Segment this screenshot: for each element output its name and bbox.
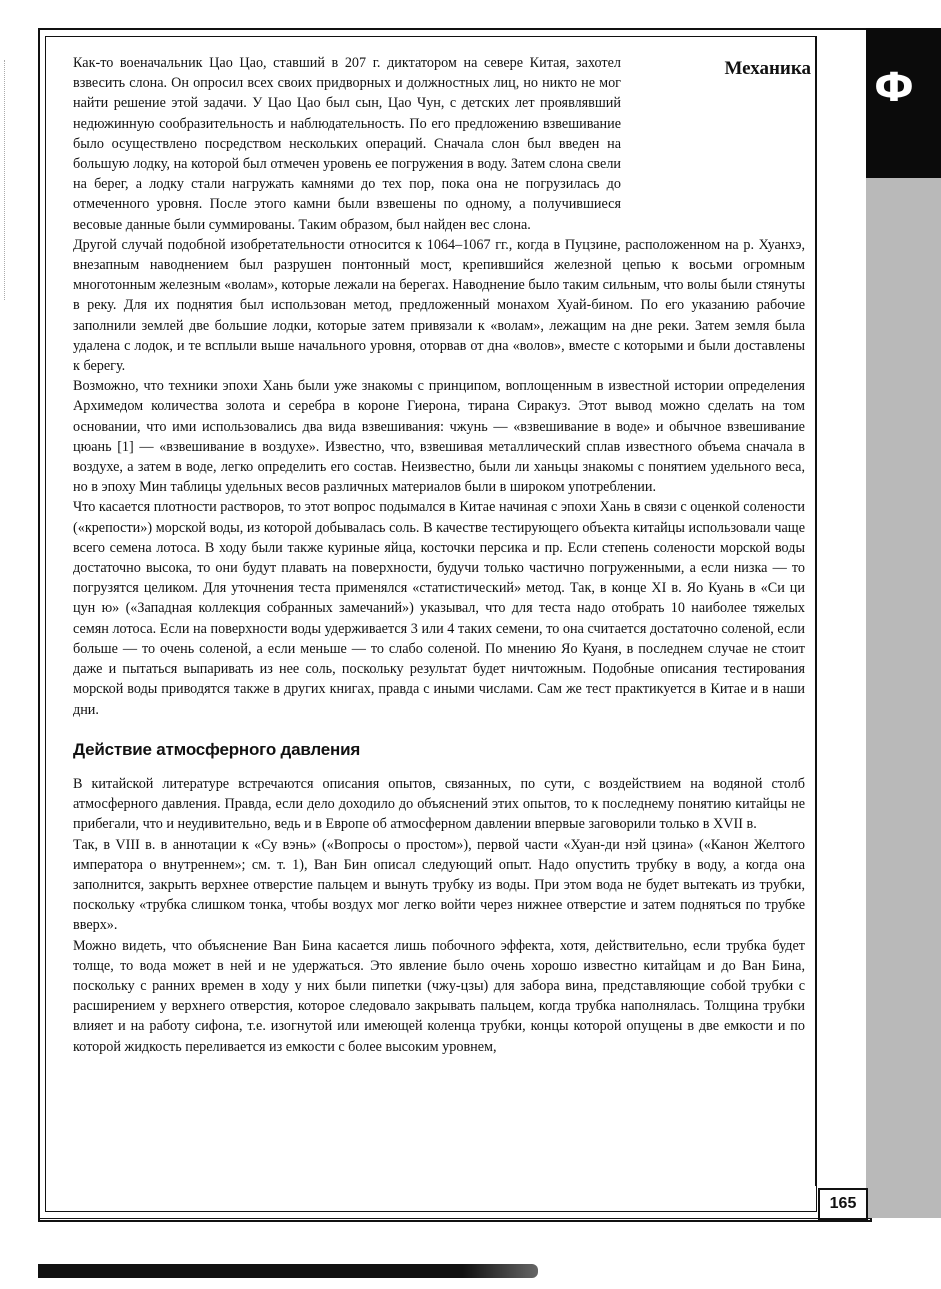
margin-rule (815, 36, 816, 1186)
running-header: Механика (724, 58, 811, 79)
bottom-rule (38, 1218, 870, 1219)
paragraph: Так, в VIII в. в аннотации к «Су вэнь» («Вопросы о простом»), первой части «Хуан-ди нэй цзина» («Канон Желтого императора о внутреннем»; см. т. 1), Ван Бин описал следующий опыт. Надо опустить трубку в воду, а когда она заполнится, закрыть верхнее отверстие пальцем и вынуть трубку из воды. При этом вода не будет вытекать из трубки, поскольку «трубка слишком тонка, чтобы воздух мог легко войти через нижнее отверстие и затем подняться по трубке вверх». (73, 836, 805, 934)
paragraph: Что касается плотности растворов, то этот вопрос подымался в Китае начиная с эпохи Хань в связи с оценкой солености («крепости») морской воды, из которой добывалась соль. В качестве тестирующего объекта китайцы использовали чаще всего семена лотоса. В ходу были также куриные яйца, косточки персика и пр. Если степень солености морской воды достаточно высока, то они будут плавать на поверхности, будучи только частично погруженными, а если низка — то погрузятся целиком. Для уточнения теста применялся «статистический» метод. Так, в конце XI в. Яо Куань в «Си ци цун ю» («Западная коллекция собранных замечаний») указывал, что для теста надо отобрать 10 наиболее тяжелых семян лотоса. Если на поверхности воды удерживается 3 или 4 таких семени, то она считается достаточно соленой, если больше — то очень соленой, а если меньше — то слабо соленой. По мнению Яо Куаня, в последнем случае не стоит даже и пытаться выпаривать из нее соль, поскольку результат будет ничтожным. Подобные описания тестирования морской воды приводятся также в других книгах, правда с иными числами. Сам же тест практикуется в Китае и в наши дни. (73, 499, 805, 718)
paragraph: Возможно, что техники эпохи Хань были уже знакомы с принципом, воплощенным в известной истории определения Архимедом количества золота и серебра в короне Гиерона, тирана Сиракуз. Этот вывод можно сделать на том основании, что ими использовались два вида взвешивания: чжунь — «взвешивание в воде» и обычное взвешивание цюань [1] — «взвешивание в воздухе». Известно, что, взвешивая металлический сплав известного объема сначала в воздухе, а затем в воде, легко определить его состав. Неизвестно, были ли ханьцы знакомы с понятием удельного веса, но в эпоху Мин таблицы удельных весов различных материалов были в широком употреблении. (73, 378, 805, 496)
section-title: Действие атмосферного давления (73, 739, 361, 759)
paragraph: Другой случай подобной изобретательности относится к 1064–1067 гг., когда в Пуцзине, расположенном на р. Хуанхэ, внезапным наводнением был разрушен понтонный мост, крепившийся железной цепью к восьми огромным многотонным железным «волам», которые лежали на берегах. Наводнение было таким сильным, что волы были стянуты в реку. Для их поднятия был использован метод, предложенный монахом Хуай-бином. По его указанию рабочие заполнили землей две большие лодки, которые затем привязали к «волам», лежащим на дне реки. Затем земля была удалена с лодок, и те всплыли выше начального уровня, оторвав от дна «волов», вместе с которыми и были доставлены к берегу. (73, 236, 805, 375)
side-bar (866, 178, 941, 1218)
chapter-tab-icon: Ф (874, 65, 914, 111)
scan-artifact (38, 1264, 538, 1278)
paragraph: В китайской литературе встречаются описания опытов, связанных, по сути, с воздействием на водяной столб атмосферного давления. Правда, если дело доходило до объяснений этих опытов, то к последнему понятию китайцы не прибегали, что и неудивительно, ведь и в Европе об атмосферном давлении впервые заговорили только в XVII в. (73, 775, 805, 833)
page-number: 165 (818, 1188, 868, 1220)
chapter-tab (866, 28, 941, 178)
scan-marks (4, 60, 8, 300)
paragraph: Можно видеть, что объяснение Ван Бина касается лишь побочного эффекта, хотя, действительно, если трубка будет толще, то вода может в ней и не удержаться. Это явление было очень хорошо известно китайцам и до Ван Бина, поскольку с ранних времен в ходу у них были пипетки (чжу-цзы) для забора вина, представляющие собой трубки с расширением у верхнего отверстия, которое следовало закрывать пальцем, когда трубка наполнялась. Толщина трубки влияет и на работу сифона, т.е. изогнутой или имеющей коленца трубки, концы которой опущены в две емкости и по которой жидкость переливается из емкости с более высоким уровнем, (73, 937, 805, 1055)
paragraph: Как-то военачальник Цао Цао, ставший в 207 г. диктатором на севере Китая, захотел взвесить слона. Он опросил всех своих придворных и должностных лиц, но никто не мог найти решение этой задачи. У Цао Цао был сын, Цао Чун, с детских лет проявлявший недюжинную сообразительность и наблюдательность. По его предложению взвешивание было осуществлено посредством нескольких операций. Сначала слон был введен на большую лодку, на которой был отмечен уровень ее погружения в воду. Затем слона свели на берег, а лодку стали нагружать камнями до тех пор, пока она не погрузилась до отмеченного уровня. После этого камни были взвешены по одному, а получившиеся весовые данные были суммированы. Таким образом, был найден вес слона. (73, 55, 621, 233)
page-content (73, 53, 805, 1057)
